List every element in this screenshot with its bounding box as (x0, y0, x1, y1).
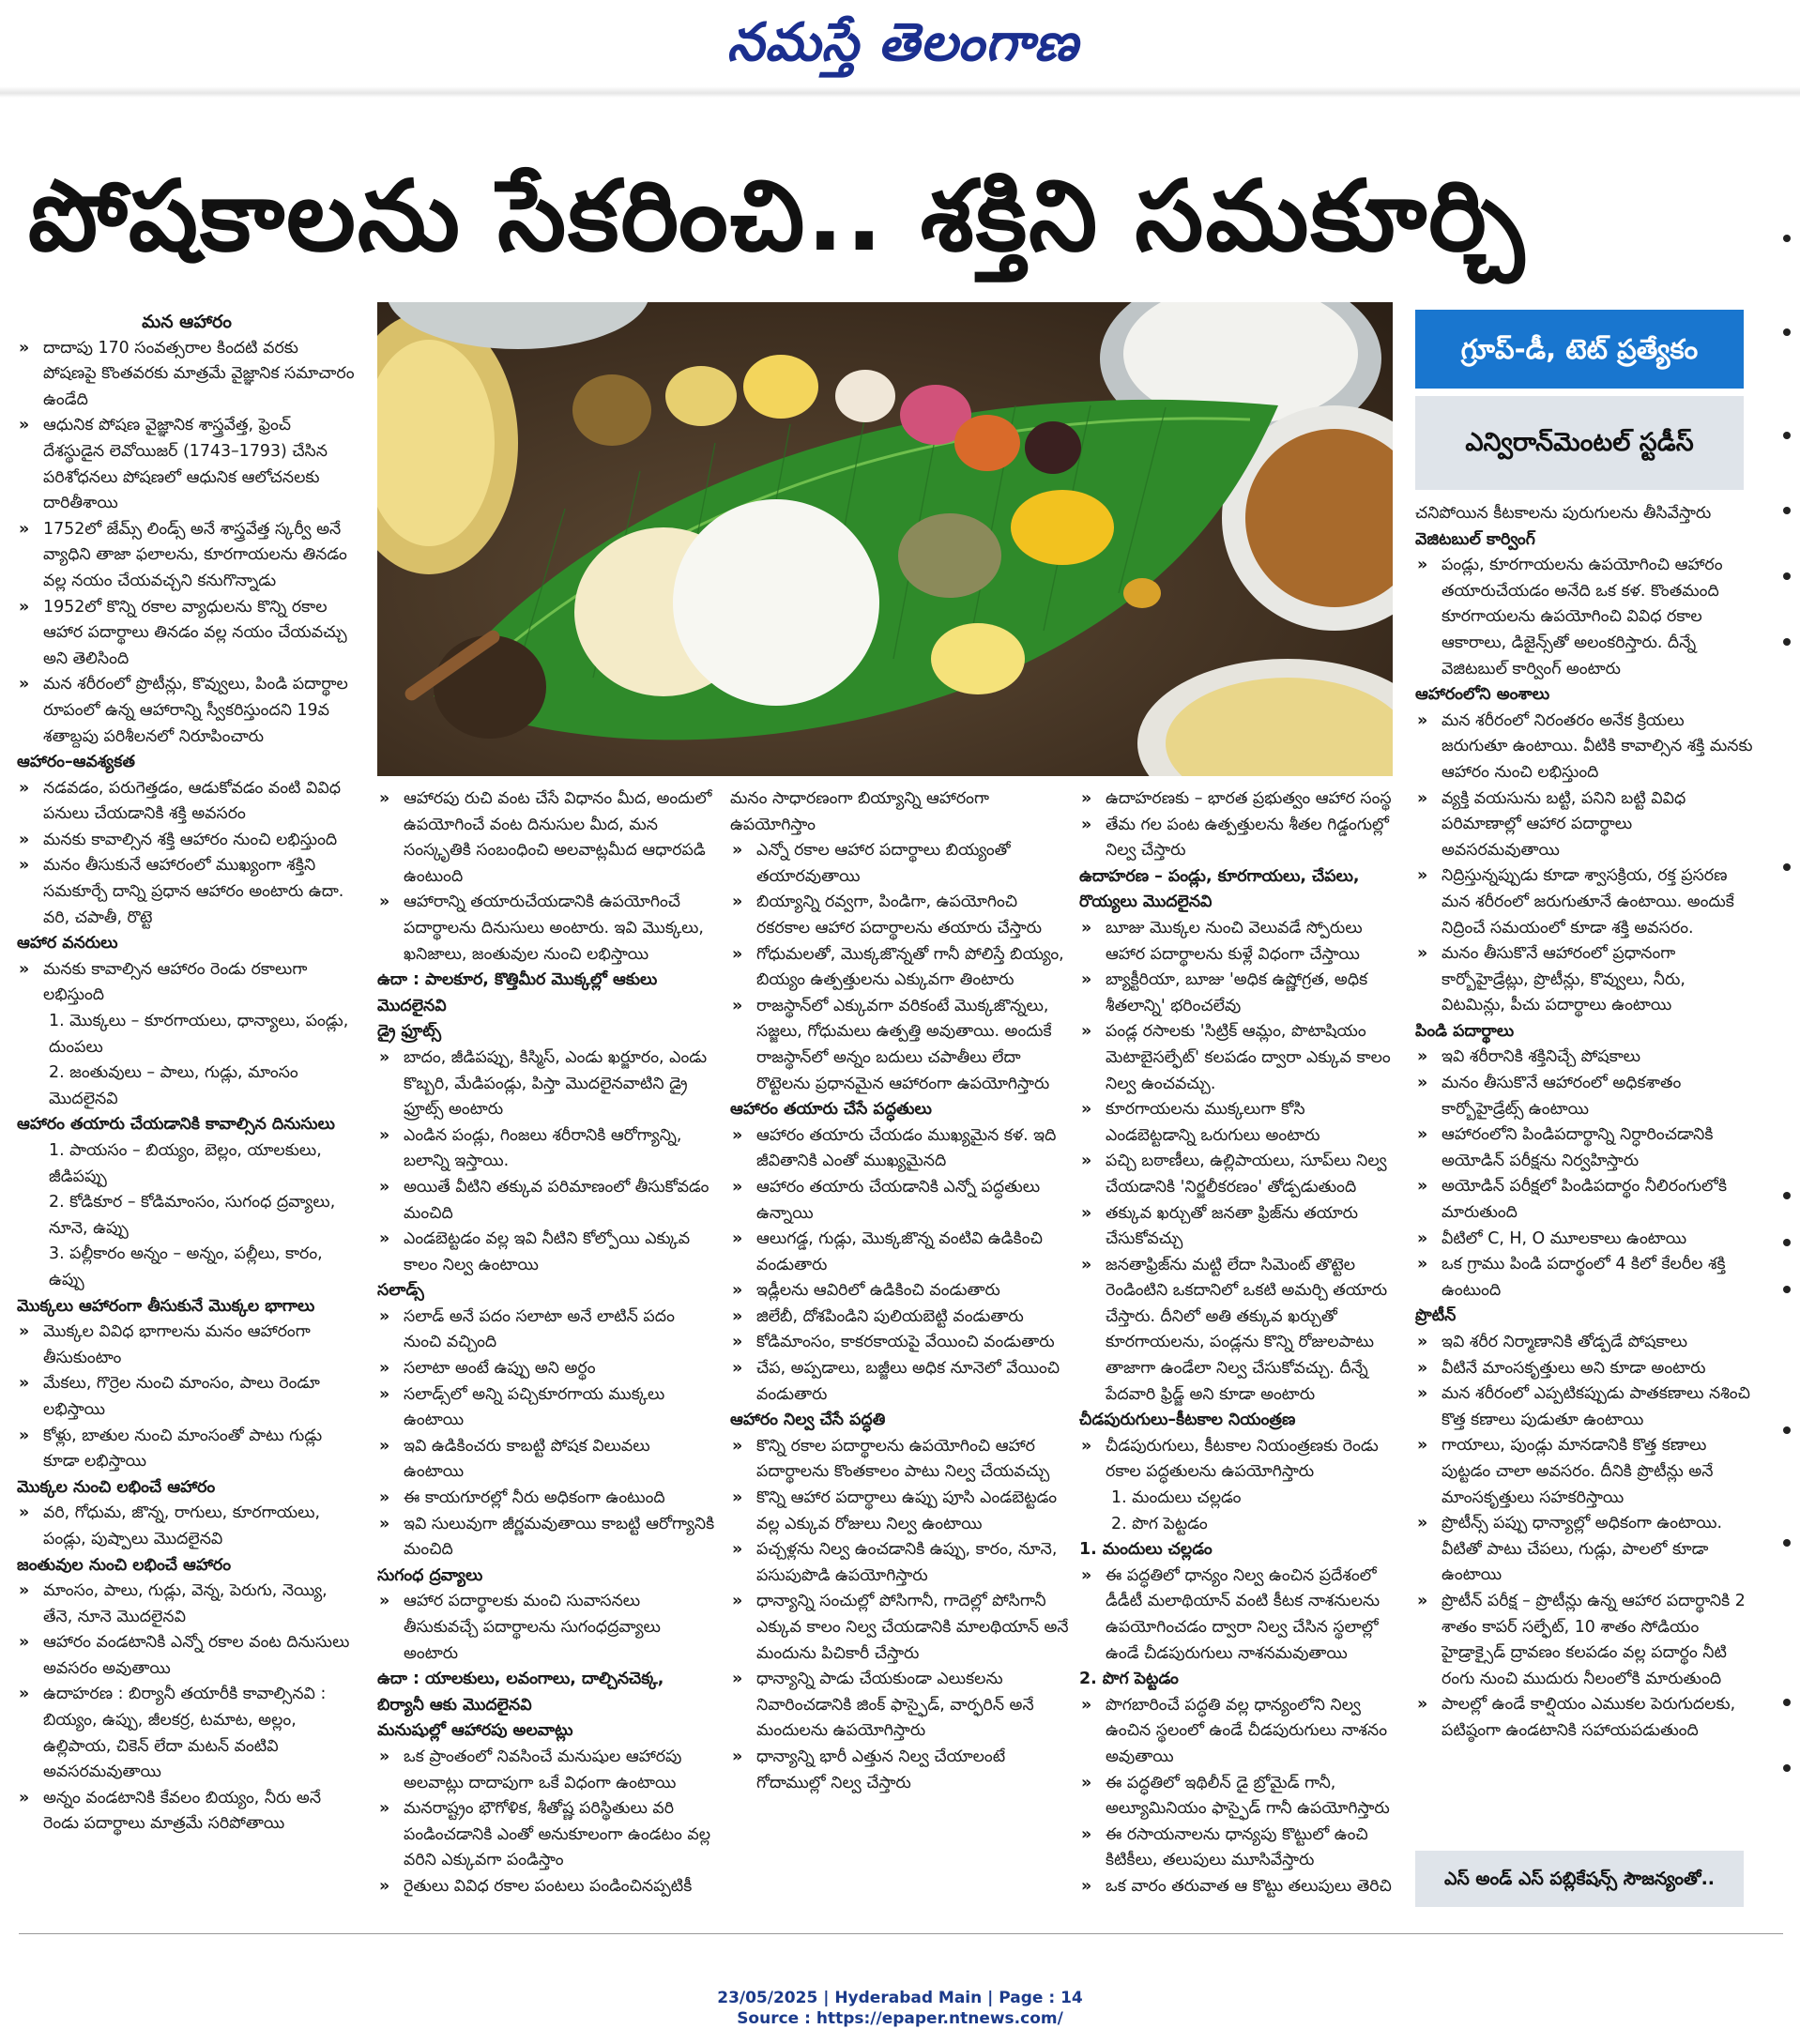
bullet-item: » ఒక వారం తరువాత ఆ కొట్టు తలుపులు తెరిచి (1079, 1874, 1398, 1900)
bullet-item: » గోధుమలతో, మొక్కజొన్నతో గానీ పోలిస్తే బియ్యం, బియ్యం ఉత్పత్తులను ఎక్కువగా తింటారు (730, 942, 1070, 994)
bullet-item: » సలాడ్‌ అనే పదం సలాటా అనే లాటిన్‌ పదం నుంచి వచ్చింది (377, 1304, 715, 1356)
bullet-item: » కొన్ని రకాల పదార్థాలను ఉపయోగించి ఆహార పదార్థాలను కొంతకాలం పాటు నిల్వ చేయవచ్చు (730, 1434, 1070, 1486)
bullet-item: » వరి, గోధుమ, జొన్న, రాగులు, కూరగాయలు, పండ్లు, పుష్పాలు మొదలైనవి (17, 1501, 357, 1552)
bullet-item: » కొన్ని ఆహార పదార్థాలు ఉప్పు పూసి ఎండబెట్టడం వల్ల ఎక్కువ రోజులు నిల్వ ఉంటాయి (730, 1486, 1070, 1537)
paragraph: 1. మందులు చల్లడం (1111, 1488, 1242, 1508)
paragraph: 1. మొక్కలు – కూరగాయలు, ధాన్యాలు, పండ్లు, దుంపలు (49, 1012, 349, 1057)
bullet-item: » మన శరీరంలో ప్రొటీన్లు, కొవ్వులు, పిండి పదార్థాల రూపంలో ఉన్న ఆహారాన్ని స్వీకరిస్తుందని 19వ శతాబ్దపు పరిశీలనలో నిరూపించారు (17, 672, 357, 750)
bullet-item: » ఎండబెట్టడం వల్ల ఇవి నీటిని కోల్పోయి ఎక్కువ కాలం నిల్వ ఉంటాయి (377, 1227, 715, 1278)
bullet-item: » దాదాపు 170 సంవత్సరాల కిందటి వరకు పోషణపై కొంతవరకు మాత్రమే వైజ్ఞానిక సమాచారం ఉండేది (17, 336, 357, 414)
subheading: మొక్కల నుంచి లభించే ఆహారం (17, 1477, 216, 1497)
masthead-band (0, 86, 1800, 98)
edition-info: 23/05/2025 | Hyderabad Main | Page : 14 (717, 1989, 1083, 2007)
paragraph: చనిపోయిన కీటకాలను పురుగులను తీసివేస్తారు (1415, 504, 1712, 523)
page-footer (0, 1988, 1800, 2029)
bullet-item: » బాదం, జీడిపప్పు, కిస్మిస్‌, ఎండు ఖర్జూరం, ఎండు కొబ్బరి, మేడిపండ్లు, పిస్తా మొదలైనవాటిని డ్రై ఫ్రూట్స్‌ అంటారు (377, 1045, 715, 1123)
subheading: 2. పొగ పెట్టడం (1079, 1670, 1179, 1689)
bullet-item: » వ్యక్తి వయసును బట్టి, పనిని బట్టి వివిధ పరిమాణాల్లో ఆహార పదార్థాలు అవసరమవుతాయి (1415, 786, 1753, 864)
bullet-item: » ప్రొటీన్‌ పరీక్ష – ప్రొటీన్లు ఉన్న ఆహార పదార్థానికి 2 శాతం కాపర్‌ సల్ఫేట్‌, 10 శాతం సోడియం హైడ్రాక్సైడ్‌ ద్రావణం కలపడం వల్ల పదార్థం నీటి రంగు నుంచి ముదురు నీలంలోకి మారుతుంది (1415, 1589, 1753, 1692)
bullet-item: » పచ్చి బఠాణీలు, ఉల్లిపాయలు, సూప్‌లు నిల్వ చేయడానికి 'నిర్జలీకరణం' తోడ్పడుతుంది (1079, 1149, 1398, 1200)
bullet-item: » ఆహారం తయారు చేయడానికి ఎన్నో పద్ధతులు ఉన్నాయి (730, 1175, 1070, 1227)
bullet-item: » ఒక ప్రాంతంలో నివసించే మనుషుల ఆహారపు అలవాట్లు దాదాపుగా ఒకే విధంగా ఉంటాయి (377, 1745, 715, 1796)
bullet-item: » ధాన్యాన్ని పాడు చేయకుండా ఎలుకలను నివారించడానికి జింక్‌ ఫాస్ఫైడ్‌, వార్ఫరిన్‌ అనే మందులను ఉపయోగిస్తారు (730, 1667, 1070, 1745)
subheading: వెజిటబుల్‌ కార్వింగ్‌ (1415, 529, 1535, 549)
subheading: డ్రై ఫ్రూట్స్‌ (377, 1022, 442, 1042)
bullet-item: » మొక్కల వివిధ భాగాలను మనం ఆహారంగా తీసుకుంటాం (17, 1319, 357, 1371)
bullet-item: » తక్కువ ఖర్చుతో జనతా ఫ్రిజ్‌ను తయారు చేసుకోవచ్చు (1079, 1201, 1398, 1253)
bullet-item: » 1952లో కొన్ని రకాల వ్యాధులను కొన్ని రకాల ఆహార పదార్థాలు తినడం వల్ల నయం చేయవచ్చు అని తెలిసింది (17, 595, 357, 673)
paragraph: 1. పాయసం – బియ్యం, బెల్లం, యాలకులు, జీడిపప్పు (49, 1141, 322, 1186)
bullet-item: » ఆహారం తయారు చేయడం ముఖ్యమైన కళ. ఇది జీవితానికి ఎంతో ముఖ్యమైనది (730, 1123, 1070, 1175)
bullet-item: » ఆహారం వండటానికి ఎన్నో రకాల వంట దినుసులు అవసరం అవుతాయి (17, 1630, 357, 1682)
bullet-item: » ఈ రసాయనాలను ధాన్యపు కొట్టులో ఉంచి కిటికీలు, తలుపులు మూసివేస్తారు (1079, 1823, 1398, 1874)
bullet-item: » వీటినే మాంసకృత్తులు అని కూడా అంటారు (1415, 1356, 1753, 1382)
subheading: చీడపురుగులు–కీటకాల నియంత్రణ (1079, 1411, 1296, 1430)
footer-divider (19, 1933, 1783, 1934)
bullet-item: » నడవడం, పరుగెత్తడం, ఆడుకోవడం వంటి వివిధ పనులు చేయడానికి శక్తి అవసరం (17, 776, 357, 828)
paragraph: మనం సాధారణంగా బియ్యాన్ని ఆహారంగా ఉపయోగిస్తాం (730, 789, 989, 834)
bullet-item: » ఇవి సులువుగా జీర్ణమవుతాయి కాబట్టి ఆరోగ్యానికి మంచిది (377, 1512, 715, 1564)
bullet-item: » నిద్రిస్తున్నప్పుడు కూడా శ్వాసక్రియ, రక్త ప్రసరణ మన శరీరంలో జరుగుతూనే ఉంటాయి. అందుకే నిద్రించే సమయంలో కూడా శక్తి అవసరం. (1415, 863, 1753, 941)
subheading: ఆహారం నిల్వ చేసే పద్ధతి (730, 1411, 886, 1430)
bullet-item: » రైతులు వివిధ రకాల పంటలు పండించినప్పటికీ (377, 1874, 715, 1900)
bullet-item: » ఆహారపు రుచి వంట చేసే విధానం మీద, అందులో ఉపయోగించే వంట దినుసుల మీద, మన సంస్కృతికి సంబంధించి అలవాట్లమీద ఆధారపడి ఉంటుంది (377, 786, 715, 890)
bullet-item: » పండ్ల రసాలకు 'సిట్రిక్‌ ఆమ్లం, పొటాషియం మెటాబైసల్ఫేట్‌' కలపడం ద్వారా ఎక్కువ కాలం నిల్వ ఉంచవచ్చు. (1079, 1019, 1398, 1097)
subheading: ఆహారం తయారు చేయడానికి కావాల్సిన దినుసులు (17, 1115, 335, 1135)
bullet-item: » చేప, అప్పడాలు, బజ్జీలు అధిక నూనెలో వేయించి వండుతారు (730, 1356, 1070, 1408)
bullet-item: » మనకు కావాల్సిన ఆహారం రెండు రకాలుగా లభిస్తుంది (17, 957, 357, 1009)
bullet-item: » ఇవి శరీర నిర్మాణానికి తోడ్పడే పోషకాలు (1415, 1330, 1753, 1356)
column-4 (1079, 786, 1398, 1900)
bullet-item: » కోళ్లు, బాతుల నుంచి మాంసంతో పాటు గుడ్లు కూడా లభిస్తాయి (17, 1424, 357, 1475)
bullet-item: » ఆహారంలోని పిండిపదార్థాన్ని నిర్ధారించడానికి అయోడిన్‌ పరీక్షను నిర్వహిస్తారు (1415, 1122, 1753, 1174)
paragraph: 3. పల్లీకారం అన్నం – అన్నం, పల్లీలు, కారం, ఉప్పు (49, 1244, 323, 1289)
subheading: ఉదాహరణ – పండ్లు, కూరగాయలు, చేపలు, రొయ్యలు మొదలైనవి (1079, 866, 1360, 912)
subheading: సుగంధ ద్రవ్యాలు (377, 1565, 483, 1585)
bullet-item: » ఎండిన పండ్లు, గింజలు శరీరానికి ఆరోగ్యాన్ని, బలాన్ని ఇస్తాయి. (377, 1123, 715, 1175)
bullet-item: » ఇవి శరీరానికి శక్తినిచ్చే పోషకాలు (1415, 1045, 1753, 1071)
publication-credit: ఎస్‌ అండ్‌ ఎస్‌ పబ్లికేషన్స్‌ సౌజన్యంతో.. (1415, 1851, 1744, 1907)
bullet-item: » అయోడిన్‌ పరీక్షలో పిండిపదార్థం నీలిరంగులోకి మారుతుంది (1415, 1174, 1753, 1226)
page-headline: పోషకాలను సేకరించి.. శక్తిని సమకూర్చి (28, 159, 1526, 273)
bullet-item: » మన శరీరంలో ఎప్పటికప్పుడు పాతకణాలు నశించి కొత్త కణాలు పుడుతూ ఉంటాయి (1415, 1381, 1753, 1433)
newspaper-logo: నమస్తే తెలంగాణ (726, 11, 1079, 73)
subheading: ఆహారం–ఆవశ్యకత (17, 753, 135, 772)
subheading: పిండి పదార్థాలు (1415, 1021, 1515, 1041)
bullet-item: » మనకు కావాల్సిన శక్తి ఆహారం నుంచి లభిస్తుంది (17, 828, 357, 854)
subheading: ఆహారం తయారు చేసే పద్ధతులు (730, 1100, 932, 1120)
masthead (0, 0, 1800, 94)
bullet-item: » మన శరీరంలో నిరంతరం అనేక క్రియలు జరుగుతూ ఉంటాయి. వీటికి కావాల్సిన శక్తి మనకు ఆహారం నుంచి లభిస్తుంది (1415, 709, 1753, 786)
column-1 (17, 310, 357, 1838)
adjacent-page-edge (1772, 113, 1800, 1914)
bullet-item: » పొగబారించే పద్ధతి వల్ల ధాన్యంలోని నిల్వ ఉంచిన స్థలంలో ఉండే చీడపురుగులు నాశనం అవుతాయి (1079, 1693, 1398, 1771)
bullet-item: » ఉదాహరణకు – భారత ప్రభుత్వం ఆహార సంస్థ (1079, 786, 1398, 813)
bullet-item: » అన్నం వండటానికి కేవలం బియ్యం, నీరు అనే రెండు పదార్థాలు మాత్రమే సరిపోతాయి (17, 1786, 357, 1838)
bullet-item: » కోడిమాంసం, కాకరకాయపై వేయించి వండుతారు (730, 1330, 1070, 1356)
special-box-title: గ్రూప్‌-డీ, టెట్‌ ప్రత్యేకం (1415, 310, 1744, 389)
bullet-item: » ప్రొటీన్స్‌ పప్పు ధాన్యాల్లో అధికంగా ఉంటాయి. వీటితో పాటు చేపలు, గుడ్లు, పాలలో కూడా ఉంటాయి (1415, 1511, 1753, 1589)
special-box-subtitle: ఎన్విరాన్‌మెంటల్‌ స్టడీస్‌ (1415, 396, 1744, 490)
bullet-item: » ఆధునిక పోషణ వైజ్ఞానిక శాస్త్రవేత్త, ఫ్రెంచ్‌ దేశస్థుడైన లెవోయిజర్‌ (1743–1793) చేసిన పరిశోధనలు పోషణలో ఆధునిక ఆలోచనలకు దారితీశాయి (17, 413, 357, 516)
source-link[interactable]: Source : https://epaper.ntnews.com/ (737, 2009, 1063, 2028)
bullet-item: » తేమ గల పంట ఉత్పత్తులను శీతల గిడ్డంగుల్లో నిల్వ చేస్తారు (1079, 813, 1398, 864)
subheading: ఆహార వనరులు (17, 934, 118, 953)
bullet-item: » చీడపురుగులు, కీటకాల నియంత్రణకు రెండు రకాల పద్ధతులను ఉపయోగిస్తారు (1079, 1434, 1398, 1486)
next-article-cut (19, 1952, 1783, 1973)
bullet-item: » ఉదాహరణ : బిర్యానీ తయారీకి కావాల్సినవి : బియ్యం, ఉప్పు, జీలకర్ర, టమాట, అల్లం, ఉల్లిపాయ, చికెన్‌ లేదా మటన్‌ వంటివి అవసరమవుతాయి (17, 1682, 357, 1785)
bullet-item: » సలాటా అంటే ఉప్పు అని అర్థం (377, 1356, 715, 1382)
bullet-item: » ధాన్యాన్ని సంచుల్లో పోసిగానీ, గాదెల్లో పోసిగానీ ఎక్కువ కాలం నిల్వ చేయడానికి మాలథియాన్‌ అనే మందును పిచికారీ చేస్తారు (730, 1589, 1070, 1667)
subheading: ఆహారంలోని అంశాలు (1415, 685, 1550, 705)
bullet-item: » ధాన్యాన్ని భారీ ఎత్తున నిల్వ చేయాలంటే గోదాముల్లో నిల్వ చేస్తారు (730, 1745, 1070, 1796)
bullet-item: » పండ్లు, కూరగాయలను ఉపయోగించి ఆహారం తయారుచేయడం అనేది ఒక కళ. కొంతమంది కూరగాయలను ఉపయోగించి వివిధ రకాల ఆకారాలు, డిజైన్స్‌తో అలంకరిస్తారు. దీన్నే వెజిటబుల్‌ కార్వింగ్‌ అంటారు (1415, 553, 1753, 682)
bullet-item: » ఎన్నో రకాల ఆహార పదార్థాలు బియ్యంతో తయారవుతాయి (730, 838, 1070, 890)
banana-leaf-meal-photo (377, 302, 1393, 776)
subheading: ఉదా : పాలకూర, కొత్తిమీర మొక్కల్లో ఆకులు మొదలైనవి (377, 970, 658, 1015)
subheading: ఉదా : యాలకులు, లవంగాలు, దాల్చిన‌చెక్క, బిర్యానీ ఆకు మొదలైనవి (377, 1670, 664, 1715)
bullet-item: » సలాడ్స్‌లో అన్ని పచ్చికూరగాయ ముక్కలు ఉంటాయి (377, 1382, 715, 1434)
bullet-item: » ఆహారాన్ని తయారుచేయడానికి ఉపయోగించే పదార్థాలను దినుసులు అంటారు. ఇవి మొక్కలు, ఖనిజాలు, జంతువుల నుంచి లభిస్తాయి (377, 890, 715, 968)
bullet-item: » మేకలు, గొర్రెల నుంచి మాంసం, పాలు రెండూ లభిస్తాయి (17, 1371, 357, 1423)
bullet-item: » ఆహార పదార్థాలకు మంచి సువాసనలు తీసుకువచ్చే పదార్థాలను సుగంధద్రవ్యాలు అంటారు (377, 1589, 715, 1667)
bullet-item: » మాంసం, పాలు, గుడ్లు, వెన్న, పెరుగు, నెయ్యి, తేనె, నూనె మొదలైనవి (17, 1579, 357, 1630)
paragraph: 2. పొగ పెట్టడం (1111, 1514, 1208, 1533)
bullet-item: » బ్యాక్టీరియా, బూజు 'అధిక ఉష్ణోగ్రత, అధిక శీతలాన్ని' భరించలేవు (1079, 968, 1398, 1019)
bullet-item: » ఈ పద్ధతిలో ఇథిలీన్‌ డై బ్రోమైడ్‌ గానీ, అల్యూమినియం ఫాస్ఫైడ్‌ గానీ ఉపయోగిస్తారు (1079, 1771, 1398, 1823)
bullet-item: » బూజు మొక్కల నుంచి వెలువడే స్పోరులు ఆహార పదార్థాలను కుళ్లే విధంగా చేస్తాయి (1079, 916, 1398, 968)
paragraph: 2. కోడికూర – కోడిమాంసం, సుగంధ ద్రవ్యాలు, నూనె, ఉప్పు (49, 1193, 336, 1238)
bullet-item: » ఒక గ్రాము పిండి పదార్థంలో 4 కిలో కేలరీల శక్తి ఉంటుంది (1415, 1252, 1753, 1304)
subheading: సలాడ్స్‌ (377, 1281, 424, 1301)
bullet-item: » మనం తీసుకొనే ఆహారంలో అధికశాతం కార్బోహైడ్రేట్స్‌ ఉంటాయి (1415, 1071, 1753, 1122)
bullet-item: » 1752లో జేమ్స్‌ లిండ్స్‌ అనే శాస్త్రవేత్త స్కర్వీ అనే వ్యాధిని తాజా ఫలాలను, కూరగాయలను తినడం వల్ల నయం చేయవచ్చని కనుగొన్నాడు (17, 517, 357, 595)
bullet-item: » ఇడ్లీలను ఆవిరిలో ఉడికించి వండుతారు (730, 1278, 1070, 1304)
bullet-item: » మనం తీసుకునే ఆహారంలో ముఖ్యంగా శక్తిని సమకూర్చే దాన్ని ప్రధాన ఆహారం అంటారు ఉదా. వరి, చపాతీ, రొట్టె (17, 853, 357, 931)
subheading: మనుషుల్లో ఆహారపు అలవాట్లు (377, 1721, 573, 1741)
bullet-item: » బియ్యాన్ని రవ్వగా, పిండిగా, ఉపయోగించి రకరకాల ఆహార పదార్థాలను తయారు చేస్తారు (730, 890, 1070, 941)
bullet-item: » పాలల్లో ఉండే కాల్షియం ఎముకల పెరుగుదలకు, పటిష్ఠంగా ఉండటానికి సహాయపడుతుంది (1415, 1692, 1753, 1744)
subheading: 1. మందులు చల్లడం (1079, 1540, 1213, 1560)
column-2 (377, 786, 715, 1900)
paragraph: 2. జంతువులు – పాలు, గుడ్లు, మాంసం మొదలైనవి (49, 1063, 298, 1108)
bullet-item: » కూరగాయలను ముక్కలుగా కోసి ఎండబెట్టడాన్ని ఒరుగులు అంటారు (1079, 1097, 1398, 1149)
bullet-item: » ఇవి ఉడికించరు కాబట్టి పోషక విలువలు ఉంటాయి (377, 1434, 715, 1486)
bullet-item: » మనం తీసుకొనే ఆహారంలో ప్రధానంగా కార్బోహైడ్రేట్లు, ప్రొటీన్లు, కొవ్వులు, నీరు, విటమిన్లు, పీచు పదార్థాలు ఉంటాయి (1415, 941, 1753, 1019)
bullet-item: » పచ్చళ్లను నిల్వ ఉంచడానికి ఉప్పు, కారం, నూనె, పసుపుపొడి ఉపయోగిస్తారు (730, 1537, 1070, 1589)
bullet-item: » గాయాలు, పుండ్లు మానడానికి కొత్త కణాలు పుట్టడం చాలా అవసరం. దీనికి ప్రొటీన్లు అనే మాంసకృత్తులు సహకరిస్తాయి (1415, 1433, 1753, 1511)
bullet-item: » అయితే వీటిని తక్కువ పరిమాణంలో తీసుకోవడం మంచిది (377, 1175, 715, 1227)
bullet-item: » ఆలుగడ్డ, గుడ్లు, మొక్కజొన్న వంటివి ఉడికించి వండుతారు (730, 1227, 1070, 1278)
subheading: జంతువుల నుంచి లభించే ఆహారం (17, 1555, 232, 1575)
bullet-item: » మనరాష్ట్రం భౌగోళిక, శీతోష్ణ పరిస్థితులు వరి పండించడానికి ఎంతో అనుకూలంగా ఉండటం వల్ల వరిని ఎక్కువగా పండిస్తాం (377, 1796, 715, 1874)
meal-illustration (377, 302, 1393, 776)
bullet-item: » ఈ కాయగూరల్లో నీరు అధికంగా ఉంటుంది (377, 1486, 715, 1512)
bullet-item: » జనతాఫ్రిజ్‌ను మట్టి లేదా సిమెంట్‌ తొట్టెల రెండింటిని ఒకదానిలో ఒకటి అమర్చి తయారు చేస్తారు. దీనిలో అతి తక్కువ ఖర్చుతో కూరగాయలను, పండ్లను కొన్ని రోజులపాటు తాజాగా ఉండేలా నిల్వ చేసుకోవచ్చు. దీన్నే పేదవారి ఫ్రిడ్జ్‌ అని కూడా అంటారు (1079, 1253, 1398, 1409)
subheading: మొక్కలు ఆహారంగా తీసుకునే మొక్కల భాగాలు (17, 1296, 315, 1316)
bullet-item: » రాజస్థాన్‌లో ఎక్కువగా వరికంటే మొక్కజొన్నలు, సజ్జలు, గోధుమలు ఉత్పత్తి అవుతాయి. అందుకే రాజస్థాన్‌లో అన్నం బదులు చపాతీలు లేదా రొట్టెలను ప్రధానమైన ఆహారంగా ఉపయోగిస్తారు (730, 994, 1070, 1097)
column-5 (1415, 501, 1753, 1745)
subheading: మన ఆహారం (142, 312, 232, 332)
bullet-item: » జిలేబీ, దోశపిండిని పులియబెట్టి వండుతారు (730, 1304, 1070, 1331)
bullet-item: » ఈ పద్ధతిలో ధాన్యం నిల్వ ఉంచిన ప్రదేశంలో డీడీటీ మలాథియాన్‌ వంటి కీటక నాశనులను ఉపయోగించడం ద్వారా నిల్వ చేసిన స్థలాల్లో ఉండే చీడపురుగులు నాశనమవుతాయి (1079, 1564, 1398, 1667)
subheading: ప్రొటీన్‌ (1415, 1306, 1457, 1326)
bullet-item: » వీటిలో C, H, O మూలకాలు ఉంటాయి (1415, 1227, 1753, 1253)
column-3 (730, 786, 1070, 1796)
